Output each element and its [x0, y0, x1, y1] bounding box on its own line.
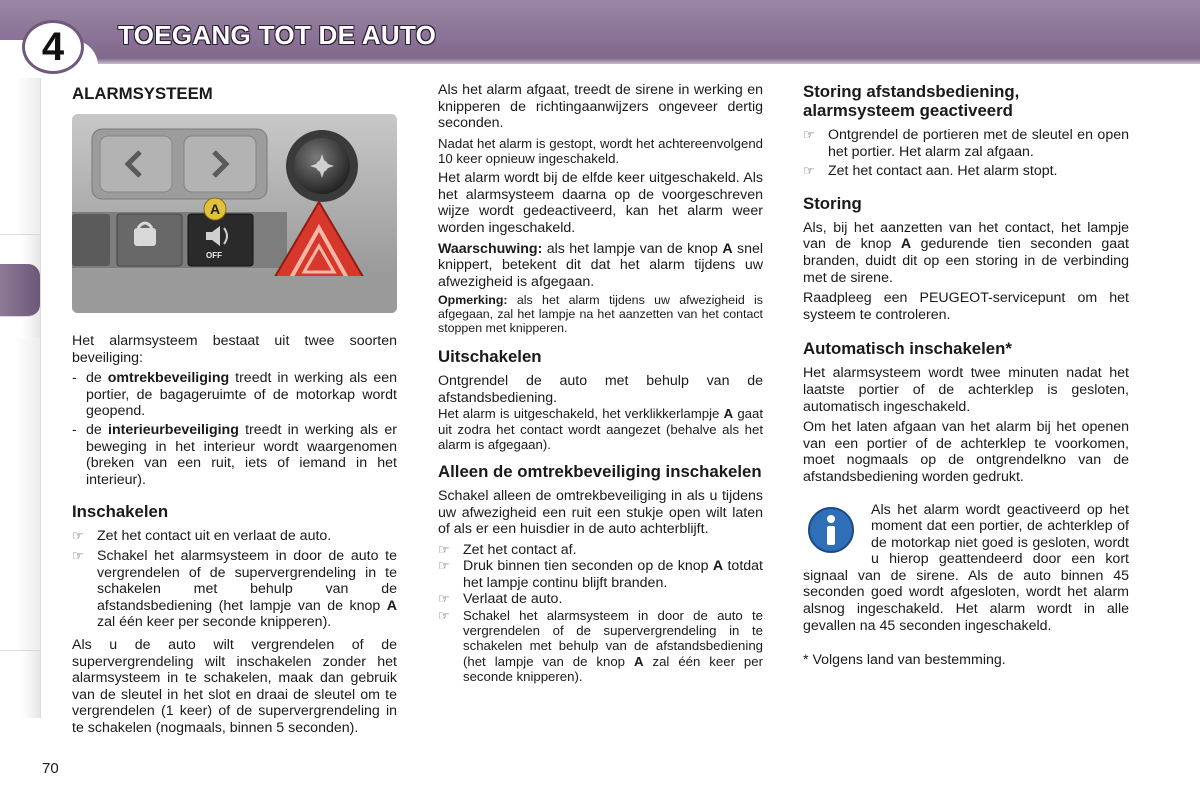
pointing-hand-icon: ☞ [803, 127, 815, 142]
note-paragraph: Opmerking: als het alarm tijdens uw afwezigheid is afgegaan, zal het lampje na het aanzetten van het contact stoppen met knipperen. [438, 293, 763, 335]
section-heading-uitschakelen: Uitschakelen [438, 347, 542, 367]
chapter-title: TOEGANG TOT DE AUTO [118, 20, 437, 50]
section-heading-omtrekbeveiliging: Alleen de omtrekbeveiliging inschakelen [438, 461, 762, 481]
pointing-hand-icon: ☞ [72, 547, 84, 563]
pointing-hand-icon: ☞ [438, 541, 450, 557]
paragraph: Het alarmsysteem wordt twee minuten nadat het laatste portier of de achterklep is gesloten, automatisch ingeschakeld. [803, 365, 1129, 415]
pointing-hand-icon: ☞ [438, 558, 450, 574]
side-tab-8[interactable] [0, 494, 40, 547]
paragraph: Het alarm is uitgeschakeld, het verklikkerlampje A gaat uit zodra het contact wordt aangezet (behalve als het alarm is afgegaan). [438, 406, 763, 452]
list-item: ☞ Schakel het alarmsysteem in door de auto te vergrendelen of de supervergrendeling in te schakelen met behulp van de afstandsbediening (het lampje van de knop A zal één keer per seconde knipperen). [438, 608, 763, 684]
side-tab-6[interactable] [0, 390, 40, 443]
paragraph: Ontgrendel de auto met behulp van de afstandsbediening. [438, 373, 763, 406]
warning-paragraph: Waarschuwing: als het lampje van de knop A snel knippert, betekent dit dat het alarm tijdens uw afwezigheid is afgegaan. [438, 240, 764, 290]
section-heading-automatisch-inschakelen: Automatisch inschakelen* [803, 339, 1012, 359]
button-a-label: A [210, 201, 221, 217]
paragraph: Het alarm wordt bij de elfde keer uitgeschakeld. Als het alarmsysteem daarna op de voorgeschreven wijze wordt gedeactiveerd, kan het alarm weer worden ingeschakeld. [438, 170, 763, 236]
header-divider [0, 58, 1200, 64]
list-item: ☞ Zet het contact aan. Het alarm stopt. [803, 163, 1058, 180]
pointing-hand-icon: ☞ [72, 528, 84, 544]
section-heading-inschakelen: Inschakelen [72, 502, 169, 522]
side-tab-9[interactable] [0, 546, 40, 599]
list-item: ☞ Verlaat de auto. [438, 591, 563, 608]
side-tab-3[interactable] [0, 182, 40, 235]
info-note [803, 502, 1129, 635]
pointing-hand-icon: ☞ [803, 163, 815, 179]
paragraph: Als het alarm afgaat, treedt de sirene in werking en knipperen de richtingaanwijzers ongeveer dertig seconden. [438, 82, 763, 132]
pointing-hand-icon: ☞ [438, 591, 450, 607]
side-tab-2[interactable] [0, 130, 40, 183]
side-tab-10[interactable] [0, 598, 40, 651]
info-text: Als het alarm wordt geactiveerd op het moment dat een portier, de achterklep of de motorkap niet goed is gesloten, wordt u hierop geattendeerd door een kort signaal van de sirene. Als de auto binnen 45 seconden goed wordt afgesloten, wordt het alarm alsnog ingeschakeld. Het alarm wordt in alle gevallen na 45 seconden ingeschakeld. [803, 501, 1129, 634]
section-heading-alarmsysteem: ALARMSYSTEEM [72, 84, 213, 103]
closing-paragraph: Als u de auto wilt vergrendelen of de supervergrendeling wilt inschakelen zonder het alarmsysteem in te schakelen, maak dan gebruik van de sleutel in het slot en draai de sleutel om te vergrendelen (1 keer) of de supervergrendeling in te schakelen (nogmaals, binnen 5 seconden). [72, 636, 397, 736]
column-right [803, 82, 1129, 673]
paragraph: Om het laten afgaan van het alarm bij het openen van een portier of de achterklep te voorkomen, moet nogmaals op de ontgrendelkno van de afstandsbediening worden gedrukt. [803, 419, 1129, 485]
section-heading-storing-afstandsbediening: Storing afstandsbediening, alarmsysteem geactiveerd [803, 82, 1020, 120]
list-item: ☞ Druk binnen tien seconden op de knop A totdat het lampje continu blijft branden. [438, 558, 763, 591]
column-middle [438, 82, 763, 687]
chapter-side-rail [0, 78, 41, 718]
paragraph: Nadat het alarm is gestopt, wordt het achtereenvolgend 10 keer opnieuw ingeschakeld. [438, 135, 763, 166]
pointing-hand-icon: ☞ [438, 608, 450, 624]
column-left [72, 82, 397, 740]
side-tab-7[interactable] [0, 442, 40, 495]
side-tab-5[interactable] [0, 338, 40, 391]
chapter-number: 4 [22, 20, 84, 74]
list-item: ☞ Zet het contact af. [438, 541, 577, 558]
paragraph: Als, bij het aanzetten van het contact, het lampje van de knop A gedurende tien seconden gaat branden, duidt dit op een storing in de verbinding met de sirene. [803, 219, 1129, 286]
paragraph: Schakel alleen de omtrekbeveiliging in als u tijdens uw afwezigheid een ruit een stukje open wilt laten of als er een huisdier in de auto achterblijft. [438, 487, 763, 538]
info-icon [807, 506, 855, 554]
paragraph: Raadpleeg een PEUGEOT-servicepunt om het systeem te controleren. [803, 290, 1129, 323]
intro-text: Het alarmsysteem bestaat uit twee soorten beveiliging: [72, 333, 397, 366]
list-item: ☞ Ontgrendel de portieren met de sleutel en open het portier. Het alarm zal afgaan. [803, 127, 1129, 160]
list-item: - de interieurbeveiliging treedt in werking als er beweging in het interieur wordt waargenomen (breken van een ruit, iets of iemand in het interieur). [72, 421, 397, 488]
section-heading-storing: Storing [803, 193, 862, 213]
page-number: 70 [42, 760, 59, 777]
dashboard-illustration [72, 114, 397, 313]
list-item: ☞ Zet het contact uit en verlaat de auto. [72, 528, 332, 545]
side-tab-4-active[interactable] [0, 264, 40, 317]
dashboard-photo [72, 114, 397, 313]
off-label: OFF [206, 251, 222, 260]
side-tab-1[interactable] [0, 78, 40, 131]
list-item: - de omtrekbeveiliging treedt in werking als een portier, de bagageruimte of de motorkap wordt geopend. [72, 370, 397, 420]
footnote: * Volgens land van bestemming. [803, 652, 1006, 669]
list-item: ☞ Schakel het alarmsysteem in door de auto te vergrendelen of de supervergrendeling in te schakelen met behulp van de afstandsbediening (het lampje van de knop A zal één keer per seconde knipperen). [72, 547, 397, 631]
